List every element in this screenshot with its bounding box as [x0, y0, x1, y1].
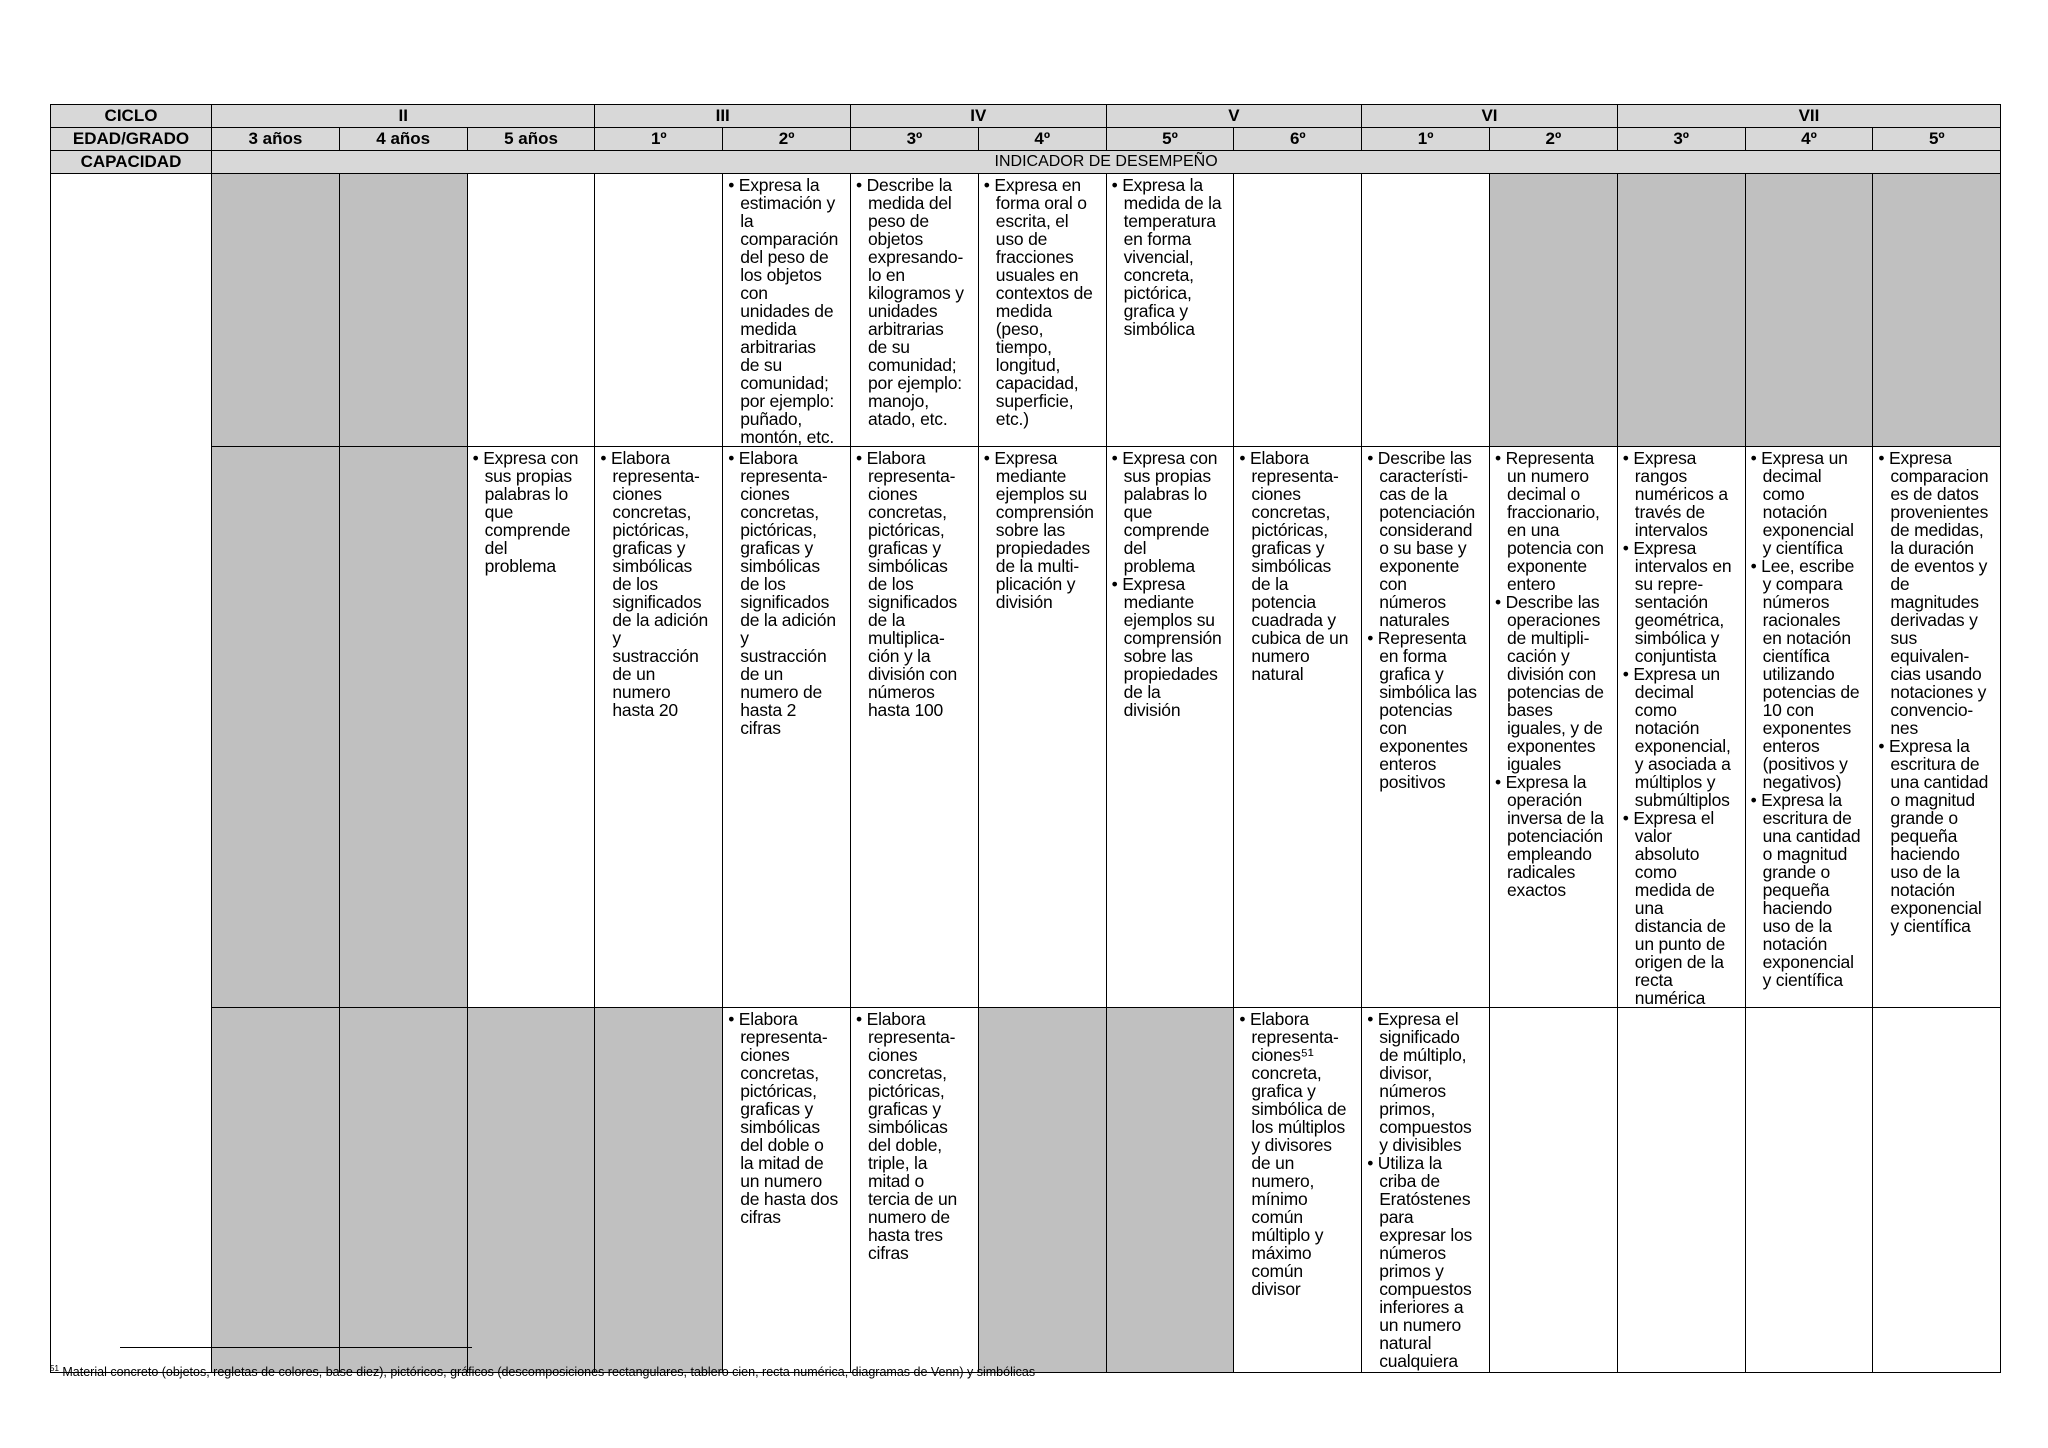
indicator-cell [1234, 174, 1362, 447]
indicator-cell [1873, 174, 2001, 447]
indicator-list [1362, 1008, 1489, 1370]
indicator-item: • Expresa la escritura de una cantidad o magnitud grande o pequeña haciendo uso de la notación exponencial y científica [1878, 737, 1997, 935]
indicator-item: • Describe las operaciones de multipli- cación y división con potencias de bases iguales, y de exponentes iguales [1495, 593, 1614, 773]
indicator-cell [723, 447, 851, 1008]
indicator-cell [212, 174, 340, 447]
ciclo-ii: II [212, 105, 595, 128]
ciclo-vi: VI [1362, 105, 1618, 128]
indicator-item: • Expresa intervalos en su repre- sentación geométrica, simbólica y conjuntista [1623, 539, 1742, 665]
indicator-cell [1873, 447, 2001, 1008]
indicator-item: • Expresa un decimal como notación exponencial, y asociada a múltiplos y submúltiplos [1623, 665, 1742, 809]
ciclo-header-row [51, 105, 2001, 128]
indicator-item: • Elabora representa- ciones⁵¹ concreta, grafica y simbólica de los múltiplos y divisores de un numero, mínimo común múltiplo y máximo común divisor [1239, 1010, 1358, 1298]
indicator-cell [1234, 447, 1362, 1008]
indicator-cell [1362, 1008, 1490, 1373]
indicator-item: • Elabora representa- ciones concretas, pictóricas, graficas y simbólicas de los significados de la multiplica- ción y la división con números hasta 100 [856, 449, 975, 719]
grado-header: 5º [1106, 128, 1234, 151]
indicator-cell [723, 174, 851, 447]
grado-header: 1º [595, 128, 723, 151]
capacidad-cell [51, 174, 212, 1373]
indicator-cell [339, 1008, 467, 1373]
grado-header-row [51, 128, 2001, 151]
indicator-cell [1106, 174, 1234, 447]
indicator-item: • Expresa con sus propias palabras lo que comprende del problema [473, 449, 592, 575]
ciclo-iv: IV [851, 105, 1107, 128]
capacidad-header-row [51, 151, 2001, 174]
indicator-list [1362, 447, 1489, 791]
indicator-list [851, 447, 978, 719]
grado-header: 4º [978, 128, 1106, 151]
indicator-list [723, 174, 850, 446]
ciclo-vii: VII [1617, 105, 2000, 128]
indicator-list [723, 1008, 850, 1226]
ciclo-iii: III [595, 105, 851, 128]
indicator-cell [212, 1008, 340, 1373]
indicator-cell [1745, 174, 1873, 447]
indicator-cell [1362, 447, 1490, 1008]
indicator-list [1234, 1008, 1361, 1298]
indicator-cell [1617, 447, 1745, 1008]
indicator-cell [1489, 447, 1617, 1008]
indicator-cell [1489, 1008, 1617, 1373]
indicator-cell [467, 174, 595, 447]
indicator-cell [1362, 174, 1490, 447]
indicator-list [1490, 447, 1617, 899]
indicator-cell [1106, 1008, 1234, 1373]
performance-indicator-table [50, 104, 2001, 1373]
indicator-cell [339, 447, 467, 1008]
indicator-cell [595, 174, 723, 447]
indicator-list [851, 174, 978, 428]
indicator-item: • Utiliza la criba de Eratóstenes para expresar los números primos y compuestos inferiores a un numero natural cualquiera [1367, 1154, 1486, 1370]
indicator-cell [978, 1008, 1106, 1373]
indicator-item: • Expresa un decimal como notación exponencial y científica [1751, 449, 1870, 557]
indicator-item: • Representa en forma grafica y simbólica las potencias con exponentes enteros positivos [1367, 629, 1486, 791]
indicator-cell [978, 174, 1106, 447]
ciclo-v: V [1106, 105, 1362, 128]
indicator-item: • Elabora representa- ciones concretas, pictóricas, graficas y simbólicas del doble o la mitad de un numero de hasta dos cifras [728, 1010, 847, 1226]
indicator-row-2 [51, 447, 2001, 1008]
indicator-item: • Expresa la medida de la temperatura en forma vivencial, concreta, pictórica, grafica y simbólica [1112, 176, 1231, 338]
indicator-list [723, 447, 850, 737]
indicator-cell [1873, 1008, 2001, 1373]
grado-header: 6º [1234, 128, 1362, 151]
footnote-rule [120, 1347, 472, 1348]
indicator-cell [851, 1008, 979, 1373]
indicator-cell [978, 447, 1106, 1008]
grado-header: 5 años [467, 128, 595, 151]
indicator-item: • Expresa en forma oral o escrita, el uso de fracciones usuales en contextos de medida (peso, tiempo, longitud, capacidad, superficie, etc.) [984, 176, 1103, 428]
indicator-cell [467, 1008, 595, 1373]
grado-header: 3º [851, 128, 979, 151]
indicator-cell [1745, 1008, 1873, 1373]
indicator-item: • Expresa la estimación y la comparación del peso de los objetos con unidades de medida arbitrarias de su comunidad; por ejemplo: puñado, montón, etc. [728, 176, 847, 446]
indicator-cell [851, 174, 979, 447]
indicator-item: • Expresa con sus propias palabras lo que comprende del problema [1112, 449, 1231, 575]
footnote [50, 1364, 1035, 1379]
indicator-cell [339, 174, 467, 447]
indicator-list [1618, 447, 1745, 1007]
indicator-item: • Lee, escribe y compara números racionales en notación científica utilizando potencias de 10 con exponentes enteros (positivos y negativos) [1751, 557, 1870, 791]
indicator-list [979, 174, 1106, 428]
grado-header: 3º [1617, 128, 1745, 151]
indicator-item: • Expresa mediante ejemplos su comprensión sobre las propiedades de la multi- plicación y división [984, 449, 1103, 611]
ciclo-label: CICLO [51, 105, 212, 128]
indicator-list [979, 447, 1106, 611]
indicator-item: • Describe la medida del peso de objetos expresando- lo en kilogramos y unidades arbitrarias de su comunidad; por ejemplo: manojo, atado, etc. [856, 176, 975, 428]
indicator-cell [1617, 1008, 1745, 1373]
indicator-cell [1489, 174, 1617, 447]
grado-header: 3 años [212, 128, 340, 151]
indicator-cell [595, 447, 723, 1008]
indicator-item: • Elabora representa- ciones concretas, pictóricas, graficas y simbólicas de los significados de la adición y sustracción de un numero de hasta 2 cifras [728, 449, 847, 737]
indicator-item: • Expresa mediante ejemplos su comprensión sobre las propiedades de la división [1112, 575, 1231, 719]
indicator-cell [467, 447, 595, 1008]
indicator-item: • Expresa el valor absoluto como medida de una distancia de un punto de origen de la recta numérica [1623, 809, 1742, 1007]
grado-header: 1º [1362, 128, 1490, 151]
edad-grado-label: EDAD/GRADO [51, 128, 212, 151]
indicator-list [1107, 447, 1234, 719]
grado-header: 4 años [339, 128, 467, 151]
indicator-cell [1106, 447, 1234, 1008]
indicator-row-1 [51, 174, 2001, 447]
indicator-cell [723, 1008, 851, 1373]
indicator-item: • Expresa la escritura de una cantidad o magnitud grande o pequeña haciendo uso de la notación exponencial y científica [1751, 791, 1870, 989]
indicator-list [1107, 174, 1234, 338]
indicador-label: INDICADOR DE DESEMPEÑO [212, 151, 2001, 174]
grado-header: 2º [723, 128, 851, 151]
indicator-list [468, 447, 595, 575]
indicator-cell [851, 447, 979, 1008]
indicator-cell [1617, 174, 1745, 447]
indicator-item: • Describe las característi- cas de la potenciación considerand o su base y exponente con números naturales [1367, 449, 1486, 629]
indicator-list [1234, 447, 1361, 683]
indicator-item: • Expresa la operación inversa de la potenciación empleando radicales exactos [1495, 773, 1614, 899]
indicator-cell [1745, 447, 1873, 1008]
indicator-cell [212, 447, 340, 1008]
indicator-cell [1234, 1008, 1362, 1373]
indicator-list [595, 447, 722, 719]
indicator-list [851, 1008, 978, 1262]
indicator-item: • Expresa rangos numéricos a través de intervalos [1623, 449, 1742, 539]
footnote-text: Material concreto (objetos, regletas de colores, base diez), pictóricos, gráficos (descomposiciones rectangulares, tablero cien, recta numérica, diagramas de Venn) y simbólicas [62, 1365, 1036, 1380]
indicator-item: • Representa un numero decimal o fraccionario, en una potencia con exponente entero [1495, 449, 1614, 593]
indicator-list [1873, 447, 2000, 935]
footnote-mark: 51 [50, 1364, 59, 1373]
grado-header: 5º [1873, 128, 2001, 151]
indicator-item: • Elabora representa- ciones concretas, pictóricas, graficas y simbólicas del doble, triple, la mitad o tercia de un numero de hasta tres cifras [856, 1010, 975, 1262]
indicator-item: • Elabora representa- ciones concretas, pictóricas, graficas y simbólicas de la potencia cuadrada y cubica de un numero natural [1239, 449, 1358, 683]
indicator-item: • Expresa el significado de múltiplo, divisor, números primos, compuestos y divisibles [1367, 1010, 1486, 1154]
grado-header: 4º [1745, 128, 1873, 151]
grado-header: 2º [1489, 128, 1617, 151]
indicator-list [1746, 447, 1873, 989]
indicator-row-3 [51, 1008, 2001, 1373]
indicator-cell [595, 1008, 723, 1373]
indicator-item: • Elabora representa- ciones concretas, pictóricas, graficas y simbólicas de los significados de la adición y sustracción de un numero hasta 20 [600, 449, 719, 719]
indicator-item: • Expresa comparacion es de datos provenientes de medidas, la duración de eventos y de magnitudes derivadas y sus equivalen- cias usando notaciones y convencio- nes [1878, 449, 1997, 737]
capacidad-label: CAPACIDAD [51, 151, 212, 174]
